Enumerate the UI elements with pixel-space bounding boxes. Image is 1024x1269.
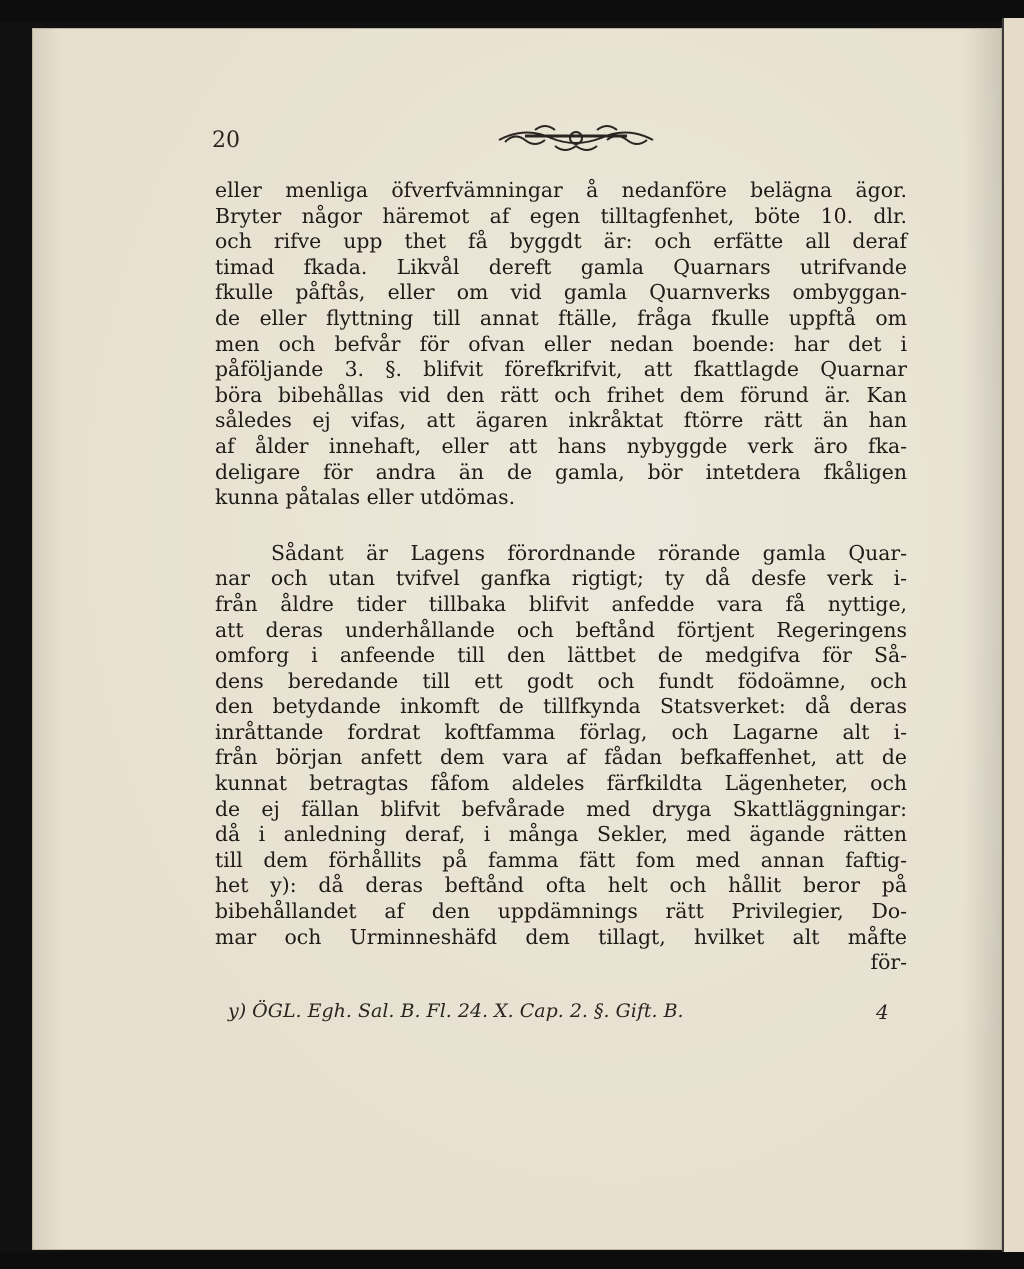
text-line: den betydande inkomft de tillfkynda Statsverket: då deras [215, 694, 907, 719]
text-line: kunna påtalas eller utdömas. [215, 485, 516, 510]
paragraph-1 [215, 178, 907, 511]
text-line: omforg i anfeende till den lättbet de medgifva för Så- [215, 643, 907, 668]
text-line: inråttande fordrat koftfamma förlag, och Lagarne alt i- [215, 719, 907, 744]
text-line: fkulle påftås, eller om vid gamla Quarnverks ombyggan- [215, 280, 907, 305]
text-line: eller menliga öfverfvämningar å nedanföre belägna ägor. [215, 178, 907, 202]
text-line: timad fkada. Likvål dereft gamla Quarnars utrifvande [215, 254, 907, 279]
text-line: således ej vifas, att ägaren inkråktat ftörre rätt än han [215, 408, 907, 433]
text-line: Sådant är Lagens förordnande rörande gamla Quar- [271, 540, 907, 565]
body-text [215, 178, 907, 976]
text-line: påföljande 3. §. blifvit förefkrifvit, att fkattlagde Quarnar [215, 357, 907, 382]
text-line: att deras underhållande och beftånd förtjent Regeringens [215, 617, 907, 642]
text-line: då i anledning deraf, i många Sekler, med ägande rätten [215, 822, 907, 847]
text-line: de eller flyttning till annat ftälle, fråga fkulle uppftå om [215, 305, 907, 330]
catchword: för- [870, 950, 907, 975]
text-line: mar och Urminneshäfd dem tillagt, hvilket alt måfte [215, 924, 907, 949]
text-line: deligare för andra än de gamla, bör intetdera fkåligen [215, 459, 907, 484]
text-line: Bryter någor häremot af egen tilltagfenhet, böte 10. dlr. [215, 203, 907, 228]
text-line: men och befvår för ofvan eller nedan boende: har det i [215, 331, 907, 356]
text-line: kunnat betragtas fåfom aldeles färfkildta Lägenheter, och [215, 771, 907, 796]
text-line: till dem förhållits på famma fätt fom med annan faftig- [215, 847, 907, 872]
text-line: bibehållandet af den uppdämnings rätt Privilegier, Do- [215, 899, 907, 924]
scan-top-edge [0, 0, 1024, 22]
next-page-edge [1002, 18, 1024, 1258]
text-line: och rifve upp thet få byggdt är: och erfätte all deraf [215, 229, 907, 254]
header-ornament [495, 118, 657, 158]
text-line: af ålder innehaft, eller att hans nybyggde verk äro fka- [215, 433, 907, 458]
text-line: de ej fällan blifvit befvårade med dryga Skattläggningar: [215, 796, 907, 821]
text-line: nar och utan tvifvel ganfka rigtigt; ty då desfe verk i- [215, 566, 907, 591]
scan-bottom-edge [0, 1252, 1024, 1269]
footnote: y) ÖGL. Egh. Sal. B. Fl. 24. X. Cap. 2. §. Gift. B. [228, 1000, 684, 1022]
signature-mark [876, 1000, 904, 1028]
page-number: 20 [212, 128, 240, 153]
text-line: från början anfett dem vara af fådan befkaffenhet, att de [215, 745, 907, 770]
text-line: dens beredande till ett godt och fundt födoämne, och [215, 668, 907, 693]
text-line: het y): då deras beftånd ofta helt och hållit beror på [215, 873, 907, 898]
paragraph-2 [215, 541, 907, 976]
text-line: från åldre tider tillbaka blifvit anfedde vara få nyttige, [215, 591, 907, 616]
text-line: böra bibehållas vid den rätt och frihet dem förund är. Kan [215, 382, 907, 407]
signature-mark-text: 4 [876, 1000, 889, 1024]
